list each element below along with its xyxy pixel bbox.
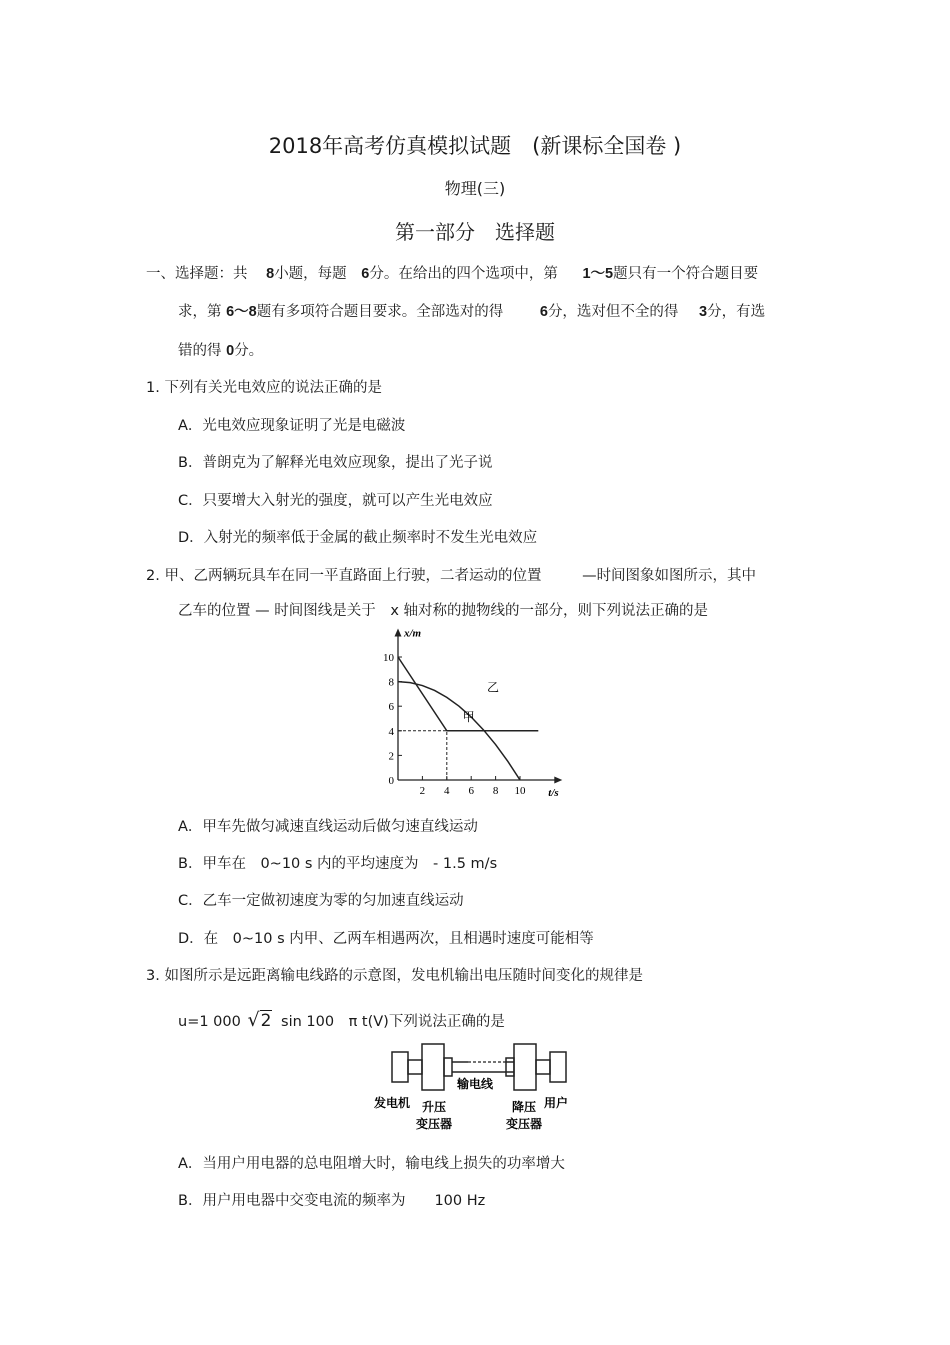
section-heading: 第一部分 选择题 (395, 220, 555, 244)
question-3-option-a: A．当用户用电器的总电阻增大时，输电线上损失的功率增大 (178, 1156, 565, 1172)
instr-number: 8 (266, 266, 275, 282)
label-generator: 发电机 (374, 1096, 411, 1110)
formula-text: sin 100 π t(V)下列说法正确的是 (281, 1014, 505, 1030)
page-title: 2018年高考仿真模拟试题 (新课标全国卷 ) (268, 134, 682, 158)
instr-text: 分，选对但不全的得 (547, 304, 679, 320)
question-3-option-b: B．用户用电器中交变电流的频率为 100 Hz (178, 1193, 486, 1209)
y-tick-label: 2 (388, 750, 394, 763)
y-tick-label: 10 (383, 652, 394, 664)
question-2-option-c: C．乙车一定做初速度为零的匀加速直线运动 (178, 893, 464, 909)
sqrt-symbol-icon: √ (247, 1009, 260, 1031)
instr-number: 6～8 (226, 304, 257, 320)
x-tick-label: 2 (419, 785, 426, 797)
transmission-diagram (372, 1040, 582, 1136)
instr-text: 求，第 (178, 304, 222, 320)
stem-text: 2. 甲、乙两辆玩具车在同一平直路面上行驶，二者运动的位置 (146, 568, 542, 584)
user-shaft (536, 1060, 550, 1074)
user-box (550, 1052, 566, 1082)
instr-text: 题只有一个符合题目要 (613, 266, 759, 282)
instr-text: 题有多项符合题目要求。全部选对的得 (256, 304, 504, 320)
question-1-option-c: C．只要增大入射光的强度，就可以产生光电效应 (178, 493, 493, 509)
label-step-up-2: 变压器 (416, 1117, 453, 1131)
instructions-line-2 (178, 300, 765, 321)
instr-text: 小题，每题 (274, 266, 347, 282)
question-2-option-a: A．甲车先做匀减速直线运动后做匀速直线运动 (178, 819, 478, 835)
step-down-connector (506, 1058, 514, 1076)
label-transmission-line: 输电线 (457, 1077, 494, 1091)
page-subtitle: 物理(三) (444, 179, 506, 198)
instr-number: 3 (699, 304, 708, 320)
question-2-stem-line-1 (146, 564, 756, 585)
position-time-graph (372, 628, 572, 800)
question-2-option-d: D．在 0~10 s 内甲、乙两车相遇两次，且相遇时速度可能相等 (178, 931, 594, 947)
formula-sqrt-value: 2 (260, 1011, 272, 1031)
generator-shaft (408, 1060, 422, 1074)
instructions-line-3 (178, 339, 263, 360)
instr-text: 分，有选 (707, 304, 766, 320)
label-user: 用户 (544, 1096, 569, 1110)
x-tick-label: 10 (514, 785, 526, 797)
step-down-transformer-box (514, 1044, 536, 1090)
question-3-formula (178, 1009, 505, 1031)
series-yi-label: 乙 (487, 680, 500, 695)
question-2-option-b: B．甲车在 0~10 s 内的平均速度为 - 1.5 m/s (178, 856, 498, 872)
y-axis-label: x/m (404, 628, 422, 640)
instructions-line-1 (146, 262, 758, 283)
instr-number: 0 (226, 343, 235, 359)
x-tick-label: 6 (468, 785, 474, 797)
instr-text: 分。 (234, 343, 264, 359)
question-1-option-a: A．光电效应现象证明了光是电磁波 (178, 418, 406, 434)
stem-text: 乙车的位置 — 时间图线是关于 (178, 603, 376, 619)
series-jia-label: 甲 (462, 709, 475, 724)
label-step-down-2: 变压器 (506, 1117, 543, 1131)
step-up-transformer-box (422, 1044, 444, 1090)
instr-number: 6 (361, 266, 370, 282)
x-axis-label: t/s (548, 787, 559, 799)
label-step-up-1: 升压 (422, 1100, 447, 1114)
x-axis-arrow-icon (554, 777, 562, 784)
instr-text: 分。在给出的四个选项中，第 (369, 266, 558, 282)
y-axis-arrow-icon (395, 629, 402, 637)
question-3-stem: 3. 如图所示是远距离输电线路的示意图，发电机输出电压随时间变化的规律是 (146, 968, 643, 984)
instr-text: 一、选择题：共 (146, 266, 248, 282)
instr-text: 错的得 (178, 343, 222, 359)
step-up-connector (444, 1058, 452, 1076)
instr-number: 6 (539, 304, 548, 320)
y-tick-label: 4 (388, 725, 394, 738)
instr-number: 1～5 (582, 266, 614, 282)
question-2-stem-line-2 (178, 599, 708, 620)
stem-text: —时间图象如图所示，其中 (582, 568, 757, 584)
x-tick-label: 8 (492, 785, 499, 797)
question-1-stem: 1. 下列有关光电效应的说法正确的是 (146, 380, 382, 396)
question-1-option-d: D．入射光的频率低于金属的截止频率时不发生光电效应 (178, 530, 538, 546)
x-tick-label: 4 (444, 785, 450, 797)
generator-box (392, 1052, 408, 1082)
y-tick-label: 6 (388, 701, 394, 714)
y-tick-label: 0 (388, 775, 394, 787)
question-1-option-b: B．普朗克为了解释光电效应现象，提出了光子说 (178, 455, 493, 471)
formula-text: u=1 000 (178, 1014, 241, 1030)
stem-text: x 轴对称的抛物线的一部分，则下列说法正确的是 (390, 603, 709, 619)
y-tick-label: 8 (388, 676, 394, 689)
guide-line (398, 731, 447, 780)
label-step-down-1: 降压 (512, 1100, 537, 1114)
